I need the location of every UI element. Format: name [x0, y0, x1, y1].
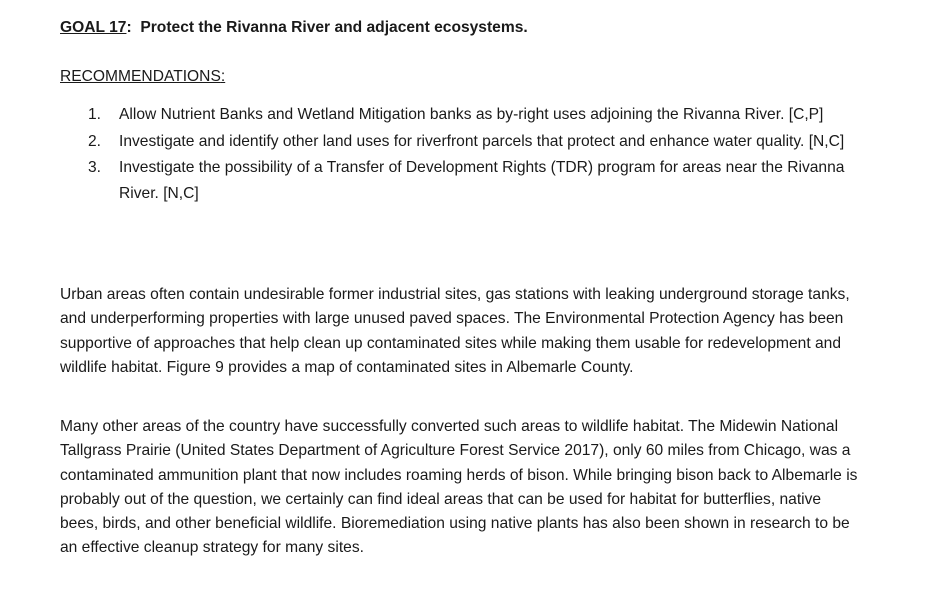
list-item-text: Investigate and identify other land uses for riverfront parcels that protect and enhance water quality. [N,C] — [119, 132, 845, 150]
recommendations-list — [88, 102, 858, 207]
recommendations-heading — [60, 67, 225, 87]
paragraph-wildlife-habitat: Many other areas of the country have successfully converted such areas to wildlife habitat. The Midewin National Tallgrass Prairie (United States Department of Agriculture Forest Service 2017), only 60 miles from Chicago, was a contaminated ammunition plant that now includes roaming herds of bison. While bringing bison back to Albemarle is probably out of the question, we certainly can find ideal areas that can be used for habitat for butterflies, native bees, birds, and other beneficial wildlife. Bioremediation using native plants has also been shown in research to be an effective cleanup strategy for many sites. — [60, 418, 858, 557]
goal-heading — [60, 18, 528, 38]
list-item — [88, 129, 858, 155]
list-item-number: 1. — [88, 106, 102, 123]
goal-label: GOAL 17 — [60, 19, 127, 36]
list-item — [88, 102, 858, 128]
list-item-number: 3. — [88, 159, 102, 176]
list-item-number: 2. — [88, 132, 102, 150]
recommendations-heading-suffix: : — [220, 68, 226, 85]
goal-separator: : — [126, 19, 132, 36]
paragraph-contaminated-sites: Urban areas often contain undesirable former industrial sites, gas stations with leaking underground storage tanks, and underperforming properties with large unused paved spaces. The Environmental Protection Agency has been supportive of approaches that help clean up contaminated sites while making them usable for redevelopment and wildlife habitat. Figure 9 provides a map of contaminated sites in Albemarle County. — [60, 286, 850, 376]
recommendations-heading-text: RECOMMENDATIONS — [60, 68, 221, 85]
list-item-text: Allow Nutrient Banks and Wetland Mitigation banks as by-right uses adjoining the Rivanna River. [C,P] — [119, 106, 824, 123]
goal-text: Protect the Rivanna River and adjacent ecosystems. — [140, 19, 528, 36]
list-item-text: Investigate the possibility of a Transfer of Development Rights (TDR) program for areas near the Rivanna River. [N,C] — [119, 159, 845, 202]
list-item — [88, 155, 858, 206]
